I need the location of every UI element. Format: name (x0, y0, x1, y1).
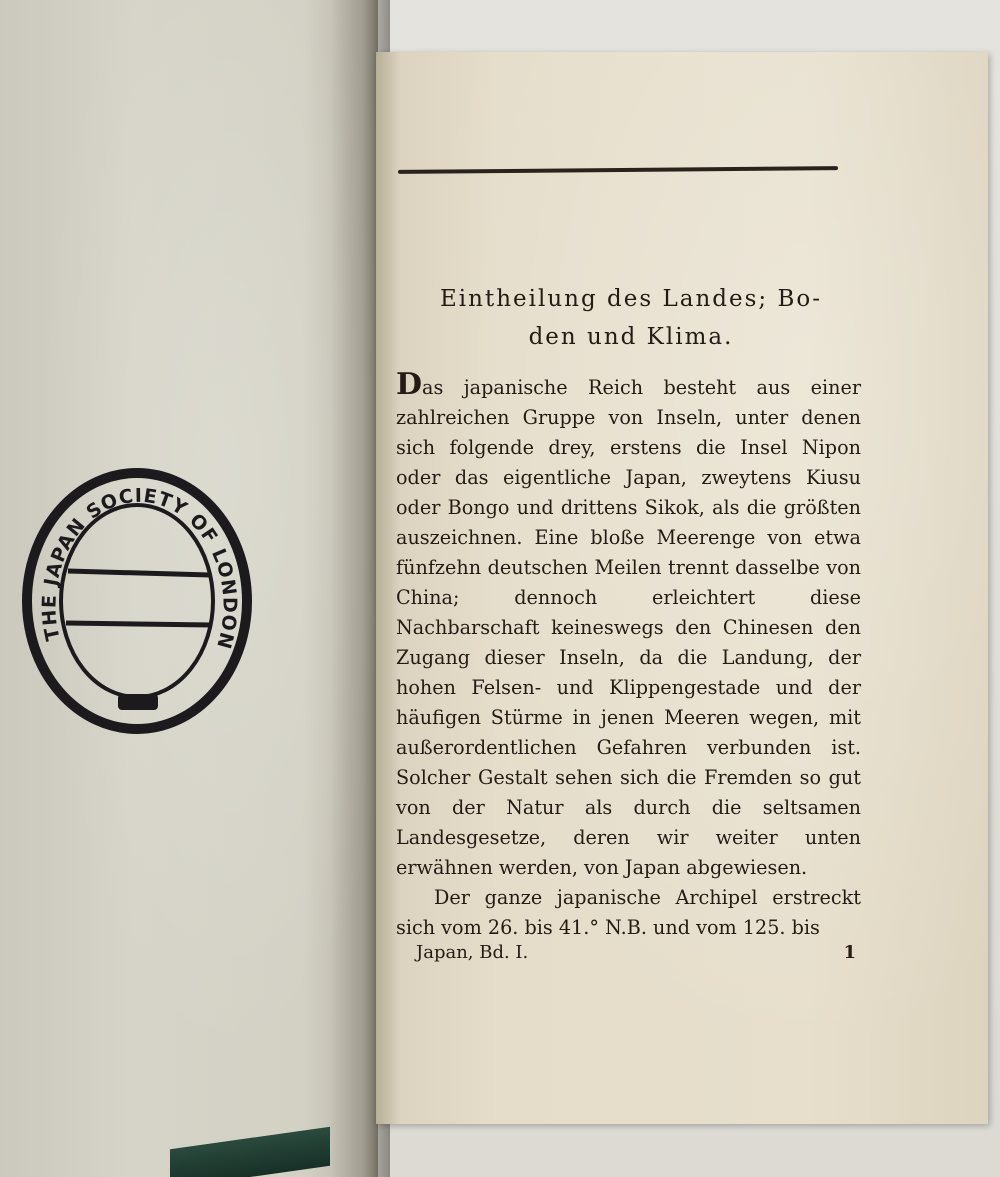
heading-line-2: den und Klima. (528, 324, 734, 350)
paragraph-2: Der ganze japanische Archipel erstreckt sich vom 26. bis 41.° N.B. und vom 125. bis (396, 886, 861, 939)
book-cover-edge (170, 1127, 330, 1177)
library-stamp (22, 468, 252, 734)
page-number: 1 (843, 942, 856, 963)
paragraph-1 (396, 367, 861, 883)
paragraph-1-text: as japanische Reich besteht aus einer zahlreichen Gruppe von Inseln, unter denen sich folgende drey, erstens die Insel Nipon oder das eigentliche Japan, zweytens Kiusu oder Bongo und drittens Sikok, als die größten auszeichnen. Eine bloße Meerenge von etwa fünfzehn deutschen Meilen trennt dasselbe von China; dennoch erleichtert diese Nachbarschaft keineswegs den Chinesen den Zugang dieser Inseln, da die Landung, der hohen Felsen- und Klippengestade und der häufigen Stürme in jenen Meeren wegen, mit außerordentlichen Gefahren verbunden ist. Solcher Gestalt sehen sich die Fremden so gut von der Natur als durch die seltsamen Landesgesetze, deren wir weiter unten erwähnen werden, von Japan abgewiesen. (396, 376, 861, 879)
header-rule (398, 166, 838, 174)
bleed-through-text (40, 80, 360, 136)
heading-line-1: Eintheilung des Landes; Bo- (440, 286, 822, 312)
right-page (376, 52, 988, 1124)
signature-mark: Japan, Bd. I. (416, 942, 529, 963)
chapter-heading (396, 280, 866, 356)
body-text (396, 367, 861, 943)
left-page (0, 0, 378, 1177)
stamp-text: THE JAPAN SOCIETY OF LONDON (38, 484, 241, 652)
drop-initial: D (396, 367, 423, 402)
